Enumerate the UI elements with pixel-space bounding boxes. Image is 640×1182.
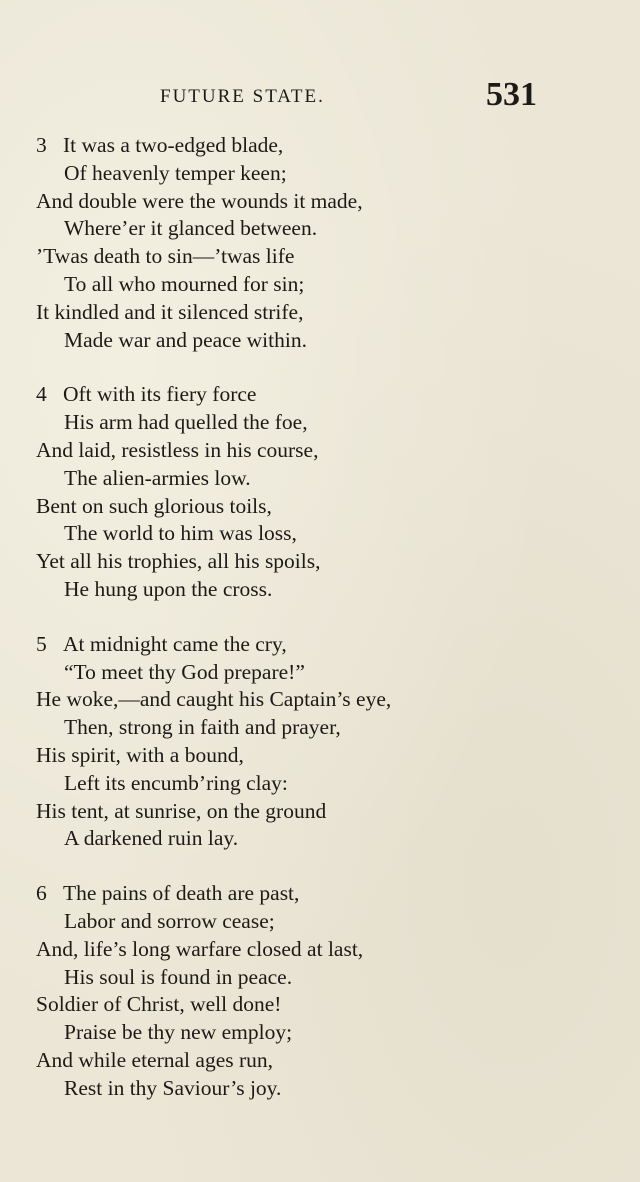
line-text: It was a two-edged blade, <box>63 133 284 157</box>
stanza-number: 5 <box>36 631 47 656</box>
stanza-number: 3 <box>36 133 47 157</box>
stanza-line: “To meet thy God prepare!” <box>64 659 305 684</box>
stanza-line: His spirit, with a bound, <box>36 742 244 767</box>
stanza-line: His arm had quelled the foe, <box>64 410 308 435</box>
stanza-line <box>0 631 640 659</box>
line-text: The pains of death are past, <box>63 881 300 906</box>
stanza-4 <box>0 381 640 603</box>
stanza-line: Rest in thy Saviour’s joy. <box>64 1075 282 1100</box>
hymn-text <box>0 132 640 1130</box>
stanza-line: ’Twas death to sin—’twas life <box>36 244 295 269</box>
stanza-line: He hung upon the cross. <box>64 576 273 601</box>
running-head <box>0 76 640 120</box>
stanza-line: He woke,—and caught his Captain’s eye, <box>36 687 392 712</box>
stanza-line: Soldier of Christ, well done! <box>36 992 282 1017</box>
stanza-number: 6 <box>36 881 47 906</box>
stanza-6 <box>0 880 640 1102</box>
stanza-line: Where’er it glanced between. <box>64 216 318 241</box>
stanza-line: Left its encumb’ring clay: <box>64 770 288 795</box>
stanza-line: The world to him was loss, <box>64 521 297 546</box>
stanza-line <box>0 132 640 160</box>
stanza-line: His soul is found in peace. <box>64 964 293 989</box>
stanza-number: 4 <box>36 382 47 407</box>
stanza-line: Yet all his trophies, all his spoils, <box>36 549 321 574</box>
stanza-line <box>0 381 640 409</box>
stanza-line: And while eternal ages run, <box>36 1047 274 1072</box>
stanza-line: Labor and sorrow cease; <box>64 908 275 933</box>
stanza-line: And double were the wounds it made, <box>36 188 363 213</box>
stanza-line <box>0 880 640 908</box>
stanza-line: His tent, at sunrise, on the ground <box>36 798 327 823</box>
stanza-line: Bent on such glorious toils, <box>36 493 272 518</box>
page-number: 531 <box>486 76 537 113</box>
section-title: FUTURE STATE. <box>160 86 325 107</box>
stanza-line: Of heavenly temper keen; <box>64 160 287 185</box>
line-text: At midnight came the cry, <box>63 631 287 656</box>
stanza-5 <box>0 631 640 853</box>
stanza-line: And, life’s long warfare closed at last, <box>36 936 364 961</box>
stanza-line: Made war and peace within. <box>64 327 307 352</box>
stanza-line: It kindled and it silenced strife, <box>36 299 304 324</box>
stanza-line: Praise be thy new employ; <box>64 1020 293 1045</box>
stanza-line: The alien-armies low. <box>64 465 251 490</box>
stanza-line: Then, strong in faith and prayer, <box>64 715 341 740</box>
line-text: Oft with its fiery force <box>63 382 257 407</box>
stanza-line: To all who mourned for sin; <box>64 271 305 296</box>
stanza-line: And laid, resistless in his course, <box>36 437 319 462</box>
stanza-line: A darkened ruin lay. <box>64 826 239 851</box>
stanza-3 <box>0 132 640 354</box>
